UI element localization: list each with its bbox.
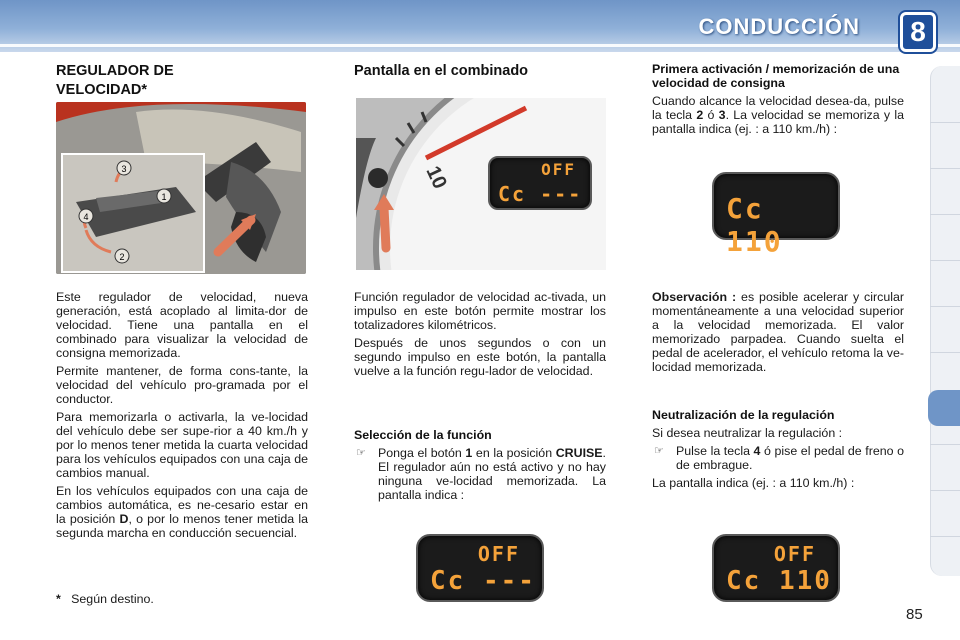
chapter-title: CONDUCCIÓN (698, 14, 860, 39)
paragraph: Observación : es posible acelerar y circular momentáneamente a una velocidad superior a la velocidad memorizada. El valor memorizado parpadea. Cuando suelta el pedal de acelerador, el vehículo retoma la ve-locidad memorizada. (652, 290, 904, 374)
callout-label: 1 (161, 192, 167, 202)
paragraph: Si desea neutralizar la regulación : (652, 426, 843, 440)
paragraph: La pantalla indica (ej. : a 110 km./h) : (652, 476, 855, 490)
bullet-item: ☞ Ponga el botón 1 en la posición CRUISE. El regulador aún no está activo y no hay ninguna ve-locidad memorizada. La pantalla indica : (356, 446, 606, 502)
pointing-hand-icon: ☞ (654, 445, 664, 457)
side-tab-active[interactable] (928, 390, 960, 426)
paragraph: En los vehículos equipados con una caja de cambios automática, es ne-cesario estar en la posición D, o por lo menos tener metida la segunda marcha en conducción secuencial. (56, 484, 308, 540)
side-tab-divider (930, 536, 960, 537)
paragraph: Después de unos segundos o con un segundo impulso en este botón, la pantalla vuelve a la función regu-lador de velocidad. (354, 336, 606, 378)
display-speed-memorized: Cc 110 (712, 172, 840, 240)
subheading: Selección de la función (354, 428, 492, 442)
column-2-body (354, 290, 606, 382)
pointing-hand-icon: ☞ (356, 447, 366, 459)
subheading: Neutralización de la regulación (652, 408, 835, 422)
callout-label: 4 (83, 212, 89, 222)
paragraph: Para memorizarla o activarla, la ve-locidad del vehículo debe ser supe-rior a 40 km./h y por lo menos tener metida la cuarta velocidad para los vehículos equipados con una caja de cambios manual. (56, 410, 308, 480)
bullet-item: ☞ Pulse la tecla 4 ó pise el pedal de freno o de embrague. (654, 444, 904, 472)
side-tab-divider (930, 444, 960, 445)
subheading: Primera activación / memorización de una velocidad de consigna (652, 62, 900, 90)
paragraph: Este regulador de velocidad, nueva generación, está acoplado al limita-dor de velocidad. Tiene una pantalla en el combinado para visualizar la velocidad de consigna memorizada. (56, 290, 308, 360)
side-tab-rail (930, 66, 960, 576)
side-tab-divider (930, 168, 960, 169)
dial-number: 10 (421, 162, 451, 193)
first-activation (652, 62, 904, 140)
paragraph: Cuando alcance la velocidad desea-da, pulse la tecla 2 ó 3. La velocidad se memoriza y la pantalla indica (ej. : a 110 km./h) : (652, 94, 904, 136)
header-rule (0, 44, 960, 47)
side-tab-divider (930, 214, 960, 215)
side-tab-divider (930, 352, 960, 353)
paragraph: Permite mantener, de forma cons-tante, la velocidad del vehículo pro-gramada por el conductor. (56, 364, 308, 406)
section-heading: Pantalla en el combinado (354, 63, 529, 79)
display-off-speed-memorized: OFF Cc 110 (712, 534, 840, 602)
side-tab-divider (930, 306, 960, 307)
callout-label: 2 (119, 252, 125, 262)
instrument-cluster-figure (356, 98, 606, 270)
observation-note (652, 290, 904, 378)
callout-label: 3 (121, 164, 127, 174)
side-tab-divider (930, 490, 960, 491)
chapter-number-badge[interactable]: 8 (900, 12, 936, 52)
paragraph: Función regulador de velocidad ac-tivada, un impulso en este botón permite mostrar los totalizadores kilométricos. (354, 290, 606, 332)
footnote: * Según destino. (56, 592, 154, 606)
function-selection (354, 428, 606, 506)
cluster-display: OFF Cc --- (488, 156, 592, 210)
page-number: 85 (906, 606, 923, 623)
display-off-no-speed: OFF Cc --- (416, 534, 544, 602)
side-tab-divider (930, 260, 960, 261)
column-1-body (56, 290, 308, 544)
section-heading: REGULADOR DE VELOCIDAD* (56, 63, 174, 98)
neutralization (652, 408, 904, 494)
stalk-figure (56, 102, 306, 274)
side-tab-divider (930, 122, 960, 123)
